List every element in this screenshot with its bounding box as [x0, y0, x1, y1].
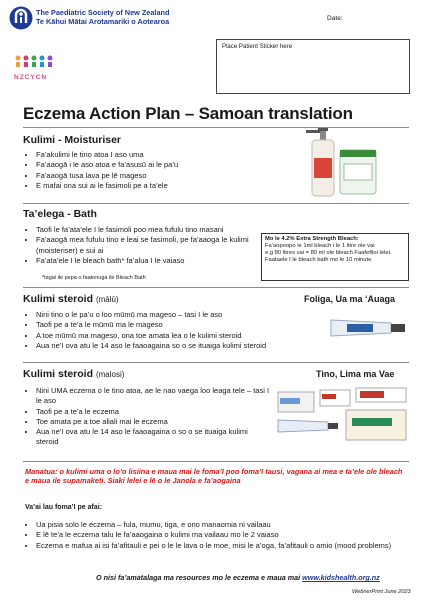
bath-heading: Ta’elega - Bath [23, 208, 97, 220]
seek-help-list [25, 520, 416, 551]
bleach-instructions-box [261, 233, 409, 281]
cream-tube-icon [329, 316, 409, 340]
page-title: Eczema Action Plan – Samoan translation [23, 104, 353, 123]
paediatric-society-logo-icon [9, 6, 33, 30]
date-label: Date: [327, 15, 343, 22]
list-item: • Taofi le fa’ata’ele I le fasimoli poo mea fufulu tino masani [36, 225, 268, 235]
moisturiser-products-image [300, 128, 380, 198]
list-item: • Taofi pe a te’a le mūmū ma le mageso [36, 320, 331, 330]
bleach-box-line: Faataele I le bleach bath mo le 10 minute [265, 257, 372, 264]
list-item: • Fa’aaogā i le aso atoa e fa’asusū ai le pa’u [36, 160, 306, 170]
moisturiser-heading: Kulimi - Moisturiser [23, 134, 122, 146]
mild-steroid-area: Foliga, Ua ma ‘Auaga [304, 294, 396, 304]
bath-list [25, 225, 268, 266]
list-item: • Eczema e mafua ai isi fa’afitauli e pei o le le lava o le moe, misi le a’oga, fa’afitauli o amio (mood problems) [36, 541, 416, 551]
sticker-label: Place Patient Sticker here [222, 43, 293, 50]
list-item: • Fa’aaogā tusa lava pe lē mageso [36, 171, 306, 181]
mild-steroid-tube-image [329, 316, 409, 340]
mild-steroid-list [25, 310, 331, 351]
bath-footnote: *tagai ile pepa o faatonuga ile Bleach Bath [42, 275, 146, 281]
mild-steroid-heading [23, 293, 119, 305]
strong-steroid-sub: (malosi) [95, 370, 125, 379]
strong-steroid-heading [23, 368, 124, 380]
list-item: • E lē te’a le eczema talu le fa’aaogaina o kulimi ma vailaau mo le 2 vaiaso [36, 530, 416, 540]
org-logo [9, 6, 33, 30]
list-item: • Nini UMA eczema o le tino atoa, ae le nao vaega loo leaga tele – tasi I le aso [36, 386, 271, 407]
org-name-en: The Paediatric Society of New Zealand [36, 8, 170, 17]
strong-steroid-list [25, 386, 271, 448]
list-item: • Aua ne’I ova atu le 14 aso le faaoagaina so o se ituaiga kulimi steroid [36, 341, 331, 351]
section-divider [23, 461, 409, 462]
nzcycn-logo [14, 54, 54, 84]
section-divider [23, 203, 409, 204]
section-divider [23, 362, 409, 363]
list-item: • Aua ne’I ova atu le 14 aso le faaoagaina o so o se ituaiga kulimi steroid [36, 427, 271, 448]
bleach-box-line: Fa’aopoopo le 1ml bleach i le 1 litre ole vai [265, 243, 375, 250]
warning-text: Manatua: o kulimi uma o lo’o lisiina e maua mai le foma’I poo foma’I tausi, vagana ai mea e ta’ele ole bleach e maua ile supamaketi. Siaki lelei e lē o le Janola e fa’aogaina [25, 467, 403, 486]
strong-steroid-title: Kulimi steroid [23, 368, 94, 380]
list-item: • Fa’akulimi le tino atoa I aso uma [36, 150, 306, 160]
bleach-box-heading: Mo le 4.2% Extra Strength Bleach: [265, 236, 359, 242]
strong-steroid-products-image [276, 386, 409, 442]
list-item: • Taofi pe a te’a le eczema [36, 407, 271, 417]
moisturiser-pump-bottle-icon [300, 128, 380, 198]
org-name-mi: Te Kāhui Mātai Arotamariki o Aotearoa [36, 16, 170, 26]
nzcycn-logo-text: NZCYCN [14, 74, 48, 81]
list-item: • E mafai ona sui ai le fasimoli pe a ta’ele [36, 181, 306, 191]
strong-steroid-area: Tino, Lima ma Vae [316, 369, 395, 379]
mild-steroid-sub: (mālū) [95, 295, 119, 304]
section-divider [23, 287, 409, 288]
kidshealth-link[interactable]: www.kidshealth.org.nz [302, 573, 380, 582]
nzcycn-people-icon [14, 54, 54, 68]
steroid-products-icon [276, 386, 409, 442]
list-item: • Nini tino o le pa’u o loo mūmū ma mageso – tasi I le aso [36, 310, 331, 320]
list-item: • Fa’aaogā mea fufulu tino e leai se fasimoli, pe fa’aaoga le kulimi (moisteriser) e sui ai [36, 235, 268, 256]
list-item: • Fa’ata’ele I le bleach bath* fa’alua I le vaiaso [36, 256, 268, 266]
list-item: • Ua pisia solo le eczema – fula, mumu, tiga, e ono manaomia ni vailaau [36, 520, 416, 530]
moisturiser-list [25, 150, 306, 191]
footer-resources [96, 573, 380, 582]
org-name [36, 9, 169, 26]
print-date: WebnerPrint June 2023 [352, 589, 411, 595]
list-item: • A toe mūmū ma mageso, ona toe amata lea o le kulimi steroid [36, 331, 331, 341]
bleach-box-line: e.g 80 litres vai = 80 ml ole bleach Faafefiloi lelei. [265, 250, 392, 257]
mild-steroid-title: Kulimi steroid [23, 293, 94, 305]
list-item: • Toe amata pe a toe aliali mai le eczema [36, 417, 271, 427]
patient-sticker-box [216, 39, 410, 94]
seek-help-heading: Va’ai lau foma’I pe afai: [25, 504, 103, 511]
footer-text: O nisi fa’amatalaga ma resources mo le eczema e maua mai [96, 573, 301, 582]
